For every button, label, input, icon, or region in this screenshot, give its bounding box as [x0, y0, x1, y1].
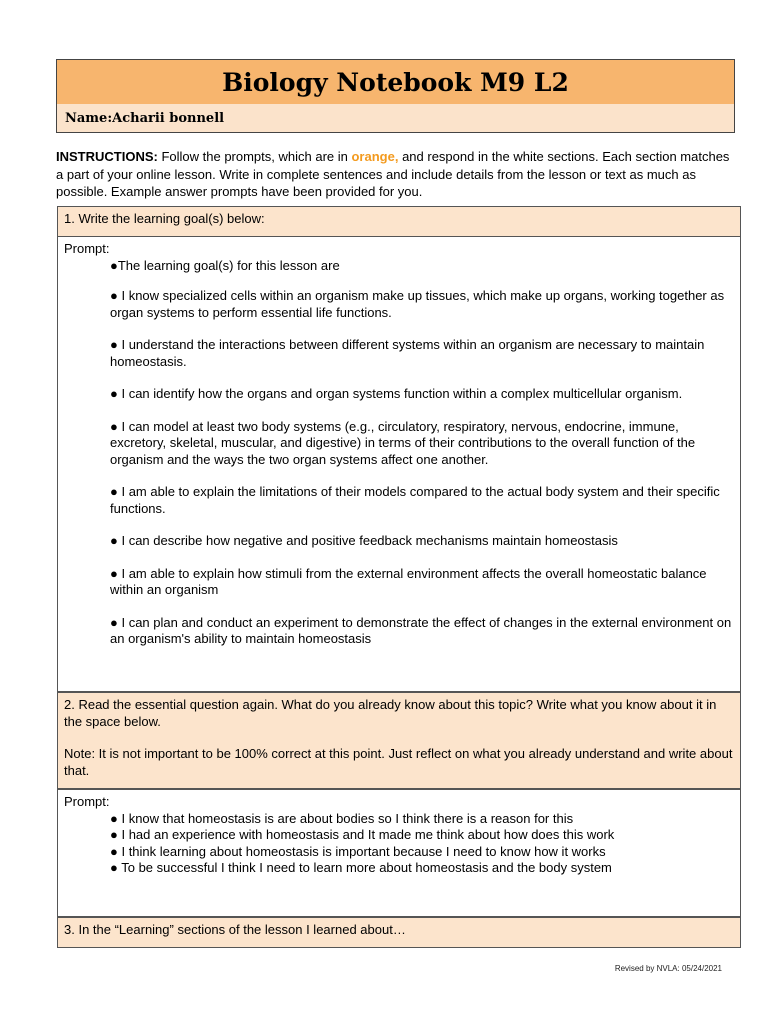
learning-goals-list	[64, 258, 734, 648]
section1-prompt-label: Prompt:	[64, 241, 110, 256]
title-banner	[56, 59, 735, 105]
section2-header	[57, 692, 741, 789]
goal-item: ●The learning goal(s) for this lesson are	[110, 257, 340, 273]
student-name-row[interactable]: Name:Acharii bonnell	[56, 104, 735, 133]
goal-item: ● I understand the interactions between different systems within an organism are necessary to maintain homeostasis.	[110, 337, 705, 369]
section2-question: 2. Read the essential question again. What do you already know about this topic? Write what you know about it in the space below.	[64, 697, 717, 729]
revision-footer: Revised by NVLA: 05/24/2021	[614, 964, 722, 973]
section1-header	[57, 206, 741, 237]
goal-item: ● I can identify how the organs and organ systems function within a complex multicellular organism.	[110, 386, 683, 401]
instructions-lead: INSTRUCTIONS:	[56, 149, 158, 164]
section3-header	[57, 917, 741, 948]
goal-item: ● I know specialized cells within an organism make up tissues, which make up organs, working together as organ systems to perform essential life functions.	[110, 288, 725, 320]
section3-header-text: 3. In the “Learning” sections of the lesson I learned about…	[64, 922, 406, 937]
section1-response[interactable]	[57, 236, 741, 692]
section2-prompt-label: Prompt:	[64, 794, 110, 809]
section2-note: Note: It is not important to be 100% correct at this point. Just reflect on what you already understand and write about that.	[64, 746, 733, 778]
section2-response[interactable]	[57, 789, 741, 917]
instructions-text-2: and respond in the white sections. Each section matches a part of your online lesson. Write in complete sentences and include details from the lesson or text as much as possible. Example answer prompts have been provided for you.	[56, 149, 730, 199]
section1-header-text: 1. Write the learning goal(s) below:	[64, 211, 265, 226]
goal-item: ● I can plan and conduct an experiment to demonstrate the effect of changes in the external environment on an organism's ability to maintain homeostasis	[110, 614, 732, 646]
prior-knowledge-list	[64, 811, 734, 877]
answer-item: ● I had an experience with homeostasis and It made me think about how does this work	[110, 827, 615, 842]
instructions	[56, 148, 736, 201]
goal-item: ● I can model at least two body systems (e.g., circulatory, respiratory, nervous, endocrine, immune, excretory, skeletal, muscular, and digestive) in terms of their contributions to the overall function of the organism and the ways the two organ systems affect one another.	[110, 418, 696, 467]
goal-item: ● I can describe how negative and positive feedback mechanisms maintain homeostasis	[110, 533, 618, 548]
goal-item: ● I am able to explain how stimuli from the external environment affects the overall homeostatic balance within an organism	[110, 565, 707, 597]
instructions-text-1: Follow the prompts, which are in	[157, 149, 352, 164]
answer-item: ● To be successful I think I need to learn more about homeostasis and the body system	[110, 860, 612, 875]
goal-item: ● I am able to explain the limitations of their models compared to the actual body system and their specific functions.	[110, 484, 720, 516]
answer-item: ● I know that homeostasis is are about bodies so I think there is a reason for this	[110, 810, 574, 826]
page-title: Biology Notebook M9 L2	[222, 67, 569, 97]
instructions-orange-word: orange,	[351, 149, 399, 164]
answer-item: ● I think learning about homeostasis is important because I need to know how it works	[110, 843, 606, 859]
